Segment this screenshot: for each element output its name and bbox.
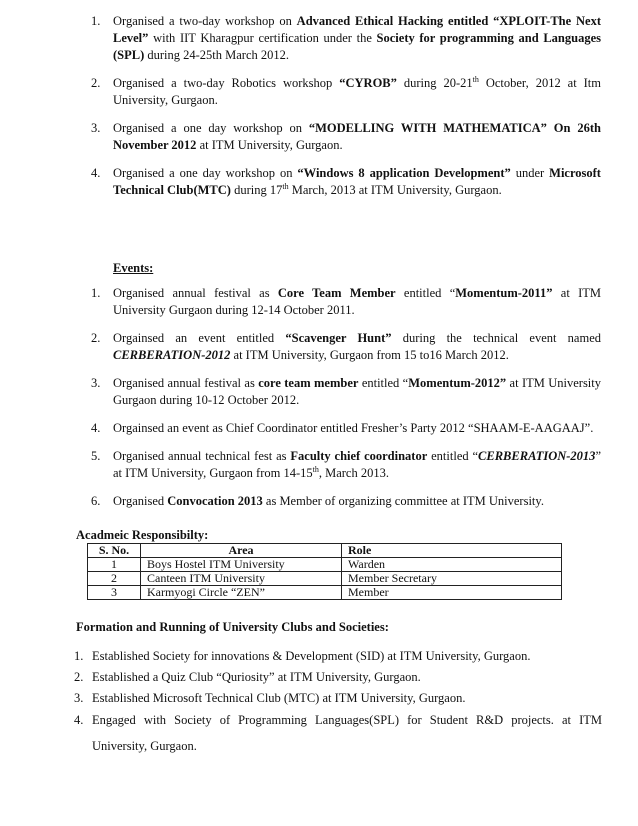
list-text-run: entitled “: [427, 449, 479, 463]
list-item: [74, 648, 602, 665]
list-item: [74, 690, 602, 707]
list-text: Established a Quiz Club “Quriosity” at ITM University, Gurgaon.: [92, 670, 421, 684]
list-text-run: during 24-25th March 2012.: [144, 48, 290, 62]
list-text-run: “Windows 8 application Development”: [297, 166, 511, 180]
clubs-heading: Formation and Running of University Clubs and Societies:: [76, 620, 389, 634]
list-text-run: with IIT Kharagpur certification under the: [148, 31, 377, 45]
list-number: 5.: [91, 449, 101, 463]
list-text-run: at ITM University Gurgaon during 10-12 October 2012.: [113, 376, 602, 407]
cell-role: Member Secretary: [342, 572, 562, 586]
list-item: [91, 13, 601, 64]
list-text-run: during the technical event named: [391, 331, 601, 345]
list-number: 6.: [91, 494, 101, 508]
list-text-run: as Member of organizing committee at ITM University.: [262, 494, 544, 508]
list-text: Established Microsoft Technical Club (MTC) at ITM University, Gurgaon.: [92, 691, 466, 705]
list-text-run: Organised annual festival as: [113, 376, 259, 390]
workshop-list: [91, 13, 602, 210]
column-header-sno: S. No.: [88, 544, 141, 558]
ordinal-suffix: th: [282, 181, 289, 191]
list-text-run: Organised annual festival as: [113, 286, 278, 300]
list-text: Established Society for innovations & Development (SID) at ITM University, Gurgaon.: [92, 649, 531, 663]
list-item: [91, 493, 601, 510]
cell-role: Member: [342, 586, 562, 600]
list-text-run: Core Team Member: [277, 286, 396, 300]
responsibility-table: [87, 543, 562, 600]
list-item: [74, 707, 602, 759]
list-item: [91, 74, 602, 109]
list-text-run: “Scavenger Hunt”: [285, 331, 392, 345]
responsibility-heading: Acadmeic Responsibilty:: [76, 528, 209, 542]
list-number: 2.: [91, 331, 101, 345]
clubs-list: [74, 648, 602, 763]
list-text-run: Organised a one day workshop on: [113, 121, 309, 135]
list-number: 1.: [91, 14, 101, 28]
list-text-run: ” at ITM University, Gurgaon from 14-15: [113, 449, 601, 480]
list-text-run: Convocation 2013: [167, 494, 263, 508]
ordinal-suffix: th: [472, 74, 479, 84]
list-number: 3.: [91, 376, 101, 390]
table-row: [88, 572, 562, 586]
list-text-run: CERBERATION-2012: [113, 348, 231, 362]
list-text-run: Society for programming and Languages (SPL): [113, 31, 601, 62]
list-text-run: , March 2013.: [318, 466, 389, 480]
list-item: [91, 448, 601, 482]
list-number: 1.: [74, 649, 84, 663]
cell-sno: 1: [88, 558, 141, 572]
column-header-role: Role: [342, 544, 562, 558]
list-text-run: at ITM University, Gurgaon.: [196, 138, 343, 152]
list-number: 1.: [91, 286, 101, 300]
list-text-run: March, 2013 at ITM University, Gurgaon.: [288, 183, 502, 197]
table-row: [88, 586, 562, 600]
list-text-run: Orgainsed an event entitled: [113, 331, 286, 345]
list-text-run: Organised annual technical fest as: [113, 449, 291, 463]
list-text-run: Organised a one day workshop on: [113, 166, 298, 180]
ordinal-suffix: th: [312, 464, 319, 474]
list-item: [91, 285, 601, 319]
list-number: 4.: [91, 166, 101, 180]
table-row: [88, 558, 562, 572]
list-text-run: Momentum-2011”: [455, 286, 553, 300]
list-text-run: under: [510, 166, 550, 180]
list-number: 3.: [91, 121, 101, 135]
list-text-run: Momentum-2012”: [408, 376, 507, 390]
list-text-run: CERBERATION-2013: [478, 449, 596, 463]
list-number: 4.: [74, 713, 84, 727]
list-text-run: Organised a two-day Robotics workshop: [113, 76, 340, 90]
list-text-run: Orgainsed an event as Chief Coordinator entitled Fresher’s Party 2012 “SHAAM-E-AAGAAJ”.: [113, 421, 594, 435]
list-text-run: at ITM University Gurgaon during 12-14 October 2011.: [113, 286, 601, 317]
list-text-run: core team member: [258, 376, 359, 390]
cell-area: Karmyogi Circle “ZEN”: [141, 586, 342, 600]
list-text-run: Organised a two-day workshop on: [113, 14, 297, 28]
events-heading: Events:: [113, 261, 154, 275]
list-item: [91, 375, 602, 409]
list-number: 4.: [91, 421, 101, 435]
cell-sno: 3: [88, 586, 141, 600]
table-header-row: [88, 544, 562, 558]
cell-sno: 2: [88, 572, 141, 586]
events-list: [91, 285, 602, 521]
cell-area: Boys Hostel ITM University: [141, 558, 342, 572]
list-text-run: Organised: [113, 494, 168, 508]
list-item: [91, 165, 601, 199]
list-item: [91, 420, 601, 437]
list-number: 2.: [74, 670, 84, 684]
list-text-run: during 17: [230, 183, 283, 197]
list-text-run: at ITM University, Gurgaon from 15 to16 March 2012.: [230, 348, 509, 362]
list-number: 2.: [91, 76, 101, 90]
list-text-run: during 20-21: [396, 76, 473, 90]
list-text-run: entitled “: [358, 376, 409, 390]
list-text-run: October, 2012 at Itm University, Gurgaon.: [113, 76, 602, 107]
list-item: [74, 669, 602, 686]
list-text: Engaged with Society of Programming Languages(SPL) for Student R&D projects. at ITM University, Gurgaon.: [92, 713, 602, 753]
list-text-run: Advanced Ethical Hacking entitled “XPLOIT-The Next Level”: [113, 14, 601, 45]
list-text-run: “MODELLING WITH MATHEMATICA” On 26th November 2012: [113, 121, 601, 152]
list-number: 3.: [74, 691, 84, 705]
list-text-run: entitled “: [395, 286, 456, 300]
list-text-run: “CYROB”: [339, 76, 397, 90]
column-header-area: Area: [141, 544, 342, 558]
cell-area: Canteen ITM University: [141, 572, 342, 586]
list-item: [91, 120, 601, 154]
list-text-run: Microsoft Technical Club(MTC): [113, 166, 601, 197]
list-item: [91, 330, 601, 364]
list-text-run: Faculty chief coordinator: [290, 449, 428, 463]
cell-role: Warden: [342, 558, 562, 572]
